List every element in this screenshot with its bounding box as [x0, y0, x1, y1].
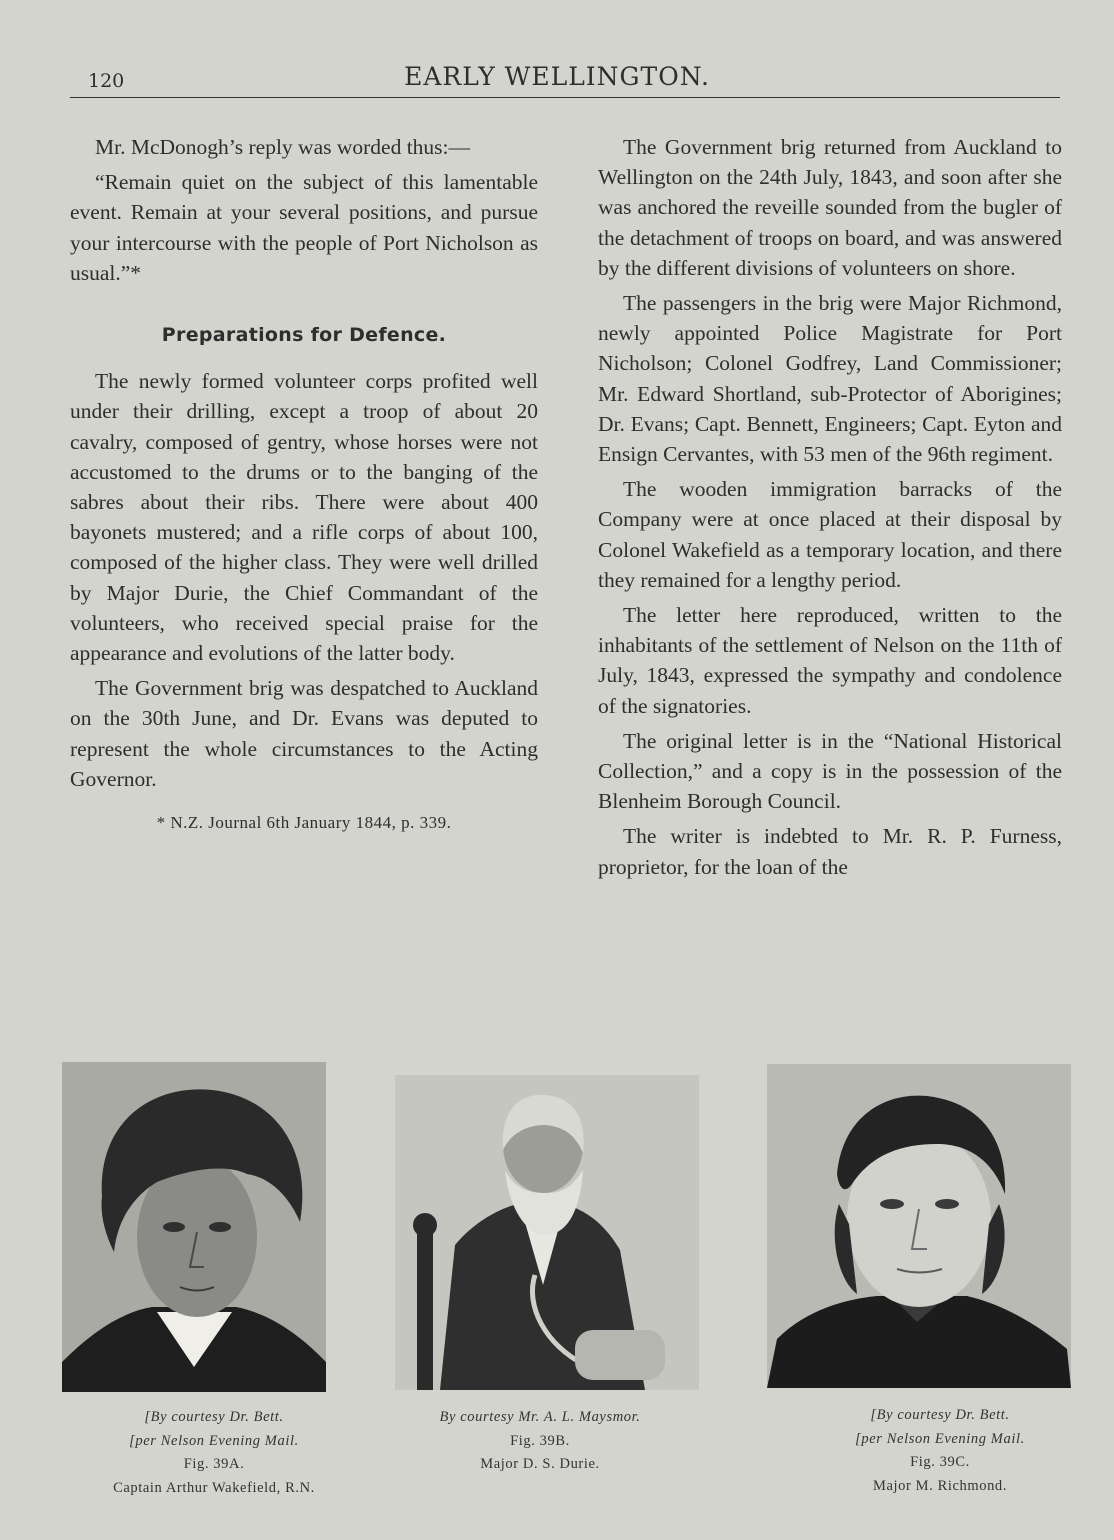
credit-line: By courtesy Mr. A. L. Maysmor. [439, 1409, 641, 1425]
right-column [598, 132, 1062, 887]
paragraph: The passengers in the brig were Major Richmond, newly appointed Police Magistrate for Port Nicholson; Colonel Godfrey, Land Commissioner; Mr. Edward Shortland, sub-Protector of Aborigines; Dr. Evans; Capt. Bennett, Engineers; Capt. Eyton and Ensign Cervantes, with 53 men of the 96th regiment. [598, 291, 1062, 467]
credit-line: [By courtesy Dr. Bett. [870, 1407, 1010, 1423]
figure-number: Fig. 39B. [510, 1432, 570, 1449]
credit-line: [By courtesy Dr. Bett. [144, 1409, 284, 1425]
quoted-reply: “Remain quiet on the subject of this lamentable event. Remain at your several positions, and pursue your intercourse with the people of Port Nicholson as usual.”* [70, 170, 538, 285]
portrait-durie [395, 1075, 699, 1390]
left-column [70, 132, 538, 838]
paragraph: The Government brig returned from Auckland to Wellington on the 24th July, 1843, and soon after she was anchored the reveille sounded from the bugler of the detachment of troops on board, and was answered by the different divisions of volunteers on shore. [598, 135, 1062, 280]
credit-line: [per Nelson Evening Mail. [855, 1430, 1025, 1447]
credit-line: [per Nelson Evening Mail. [129, 1432, 299, 1449]
paragraph: The newly formed volunteer corps profited well under their drilling, except a troop of about 20 cavalry, composed of gentry, whose horses were not accustomed to the drums or to the banging of the sabres about their ribs. There were about 400 bayonets mustered; and a rifle corps of about 100, composed of the higher class. They were well drilled by Major Durie, the Chief Commandant of the volunteers, who received special praise for the appearance and evolutions of the latter body. [70, 369, 538, 666]
portrait-wakefield [62, 1062, 326, 1392]
figure-subject: Major M. Richmond. [872, 1477, 1008, 1494]
portrait-richmond [767, 1064, 1071, 1388]
figure-caption-39c [790, 1404, 1090, 1498]
figure-subject: Major D. S. Durie. [480, 1456, 600, 1472]
figure-caption-39b [385, 1406, 695, 1477]
paragraph: The Government brig was despatched to Auckland on the 30th June, and Dr. Evans was deputed to represent the whole circumstances to the Acting Governor. [70, 676, 538, 791]
figure-number: Fig. 39C. [910, 1454, 970, 1470]
figure-caption-39a [62, 1406, 366, 1500]
header-rule [70, 97, 1060, 98]
footnote: * N.Z. Journal 6th January 1844, p. 339. [156, 813, 452, 833]
figure-number: Fig. 39A. [183, 1456, 245, 1472]
section-heading: Preparations for Defence. [161, 324, 447, 347]
figure-subject: Captain Arthur Wakefield, R.N. [113, 1479, 315, 1496]
paragraph: Mr. McDonogh’s reply was worded thus:— [95, 135, 471, 159]
paragraph: The wooden immigration barracks of the Company were at once placed at their disposal by Colonel Wakefield as a temporary location, and there they remained for a lengthy period. [598, 477, 1062, 592]
paragraph: The writer is indebted to Mr. R. P. Furness, proprietor, for the loan of the [598, 824, 1062, 879]
paragraph: The letter here reproduced, written to the inhabitants of the settlement of Nelson on the 11th of July, 1843, expressed the sympathy and condolence of the signatories. [598, 603, 1062, 718]
paragraph: The original letter is in the “National Historical Collection,” and a copy is in the possession of the Blenheim Borough Council. [598, 728, 1062, 814]
page-number: 120 [88, 70, 125, 92]
running-title: EARLY WELLINGTON. [404, 62, 710, 91]
